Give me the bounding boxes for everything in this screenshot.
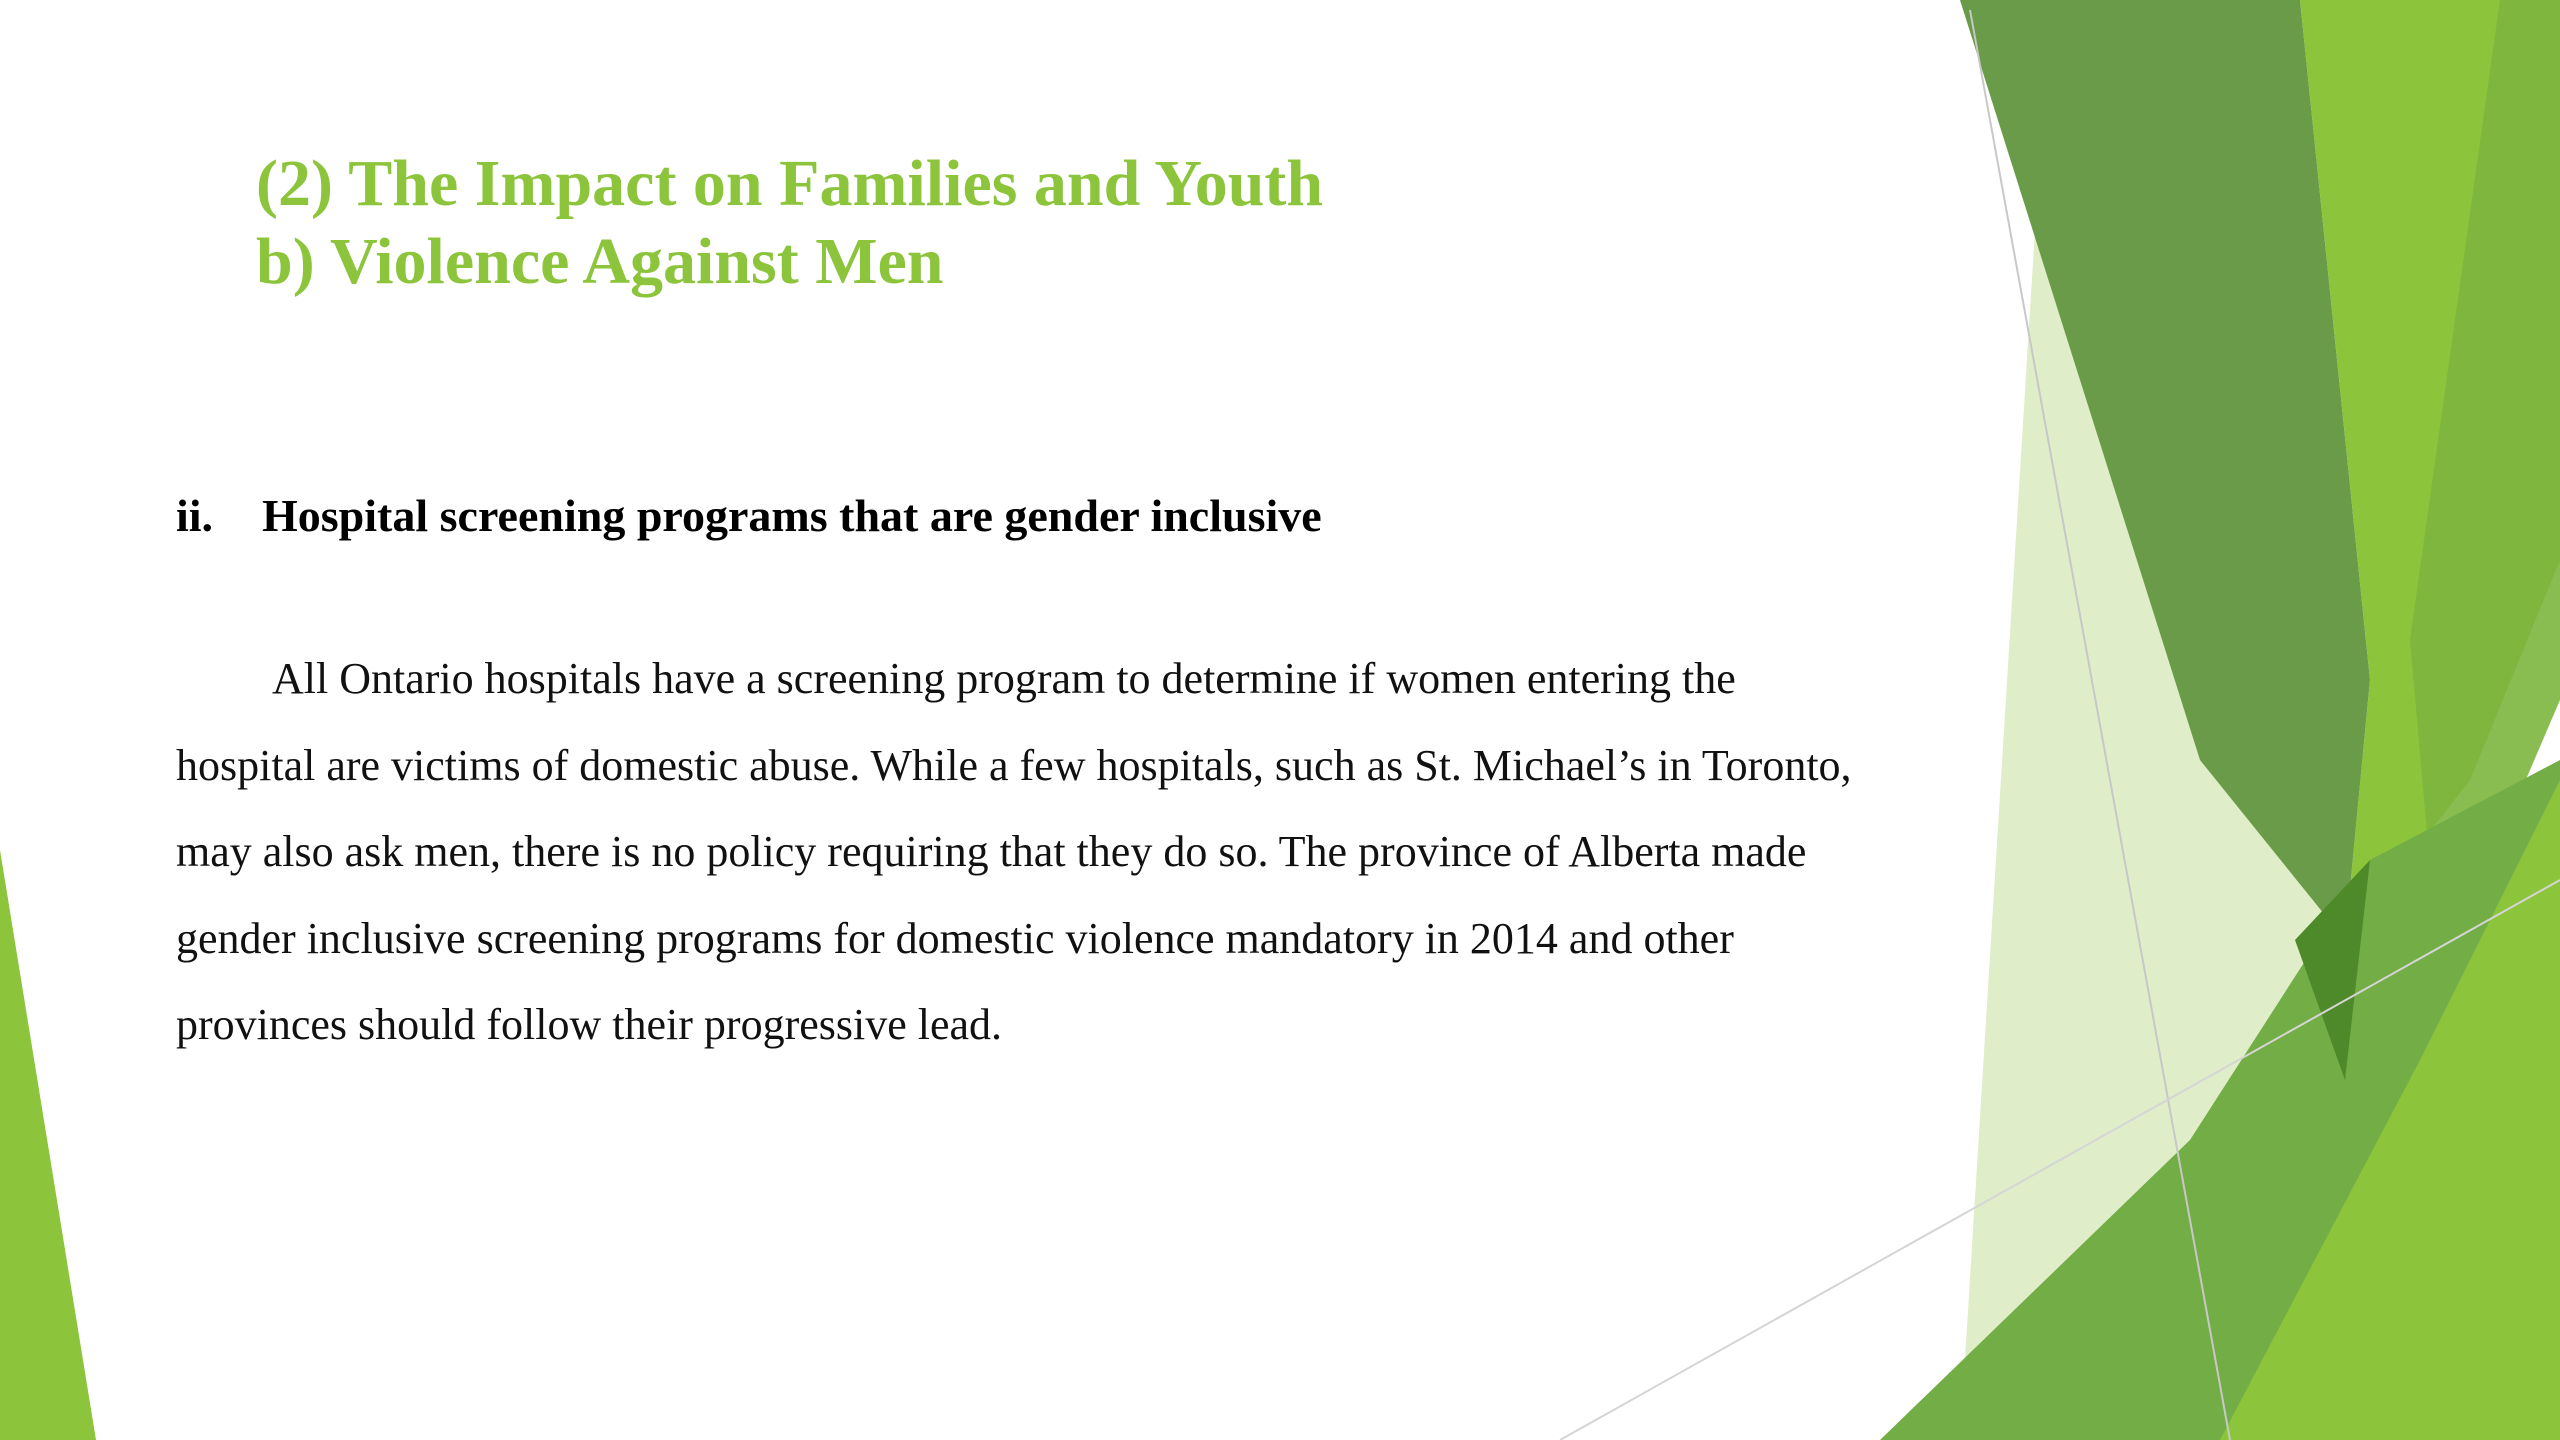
slide-title-line-2: b) Violence Against Men [256,225,944,298]
section-heading [176,488,1322,544]
section-number: ii. [176,490,214,541]
paragraph-line-5: provinces should follow their progressive lead. [176,1000,1003,1049]
paragraph-line-4: gender inclusive screening programs for domestic violence mandatory in 2014 and other [176,913,1734,963]
slide-title-line-1: (2) The Impact on Families and Youth [256,147,1324,220]
left-green-sliver [0,850,96,1440]
body-paragraph [176,636,1936,1069]
paragraph-line-2: hospital are victims of domestic abuse. While a few hospitals, such as St. Michael’s in Toronto, [176,740,1852,790]
section-heading-text: Hospital screening programs that are gender inclusive [262,490,1322,541]
paragraph-line-3: may also ask men, there is no policy requiring that they do so. The province of Alberta made [176,827,1807,876]
slide-title [256,145,1323,301]
paragraph-line-1: All Ontario hospitals have a screening program to determine if women entering the [272,654,1736,703]
